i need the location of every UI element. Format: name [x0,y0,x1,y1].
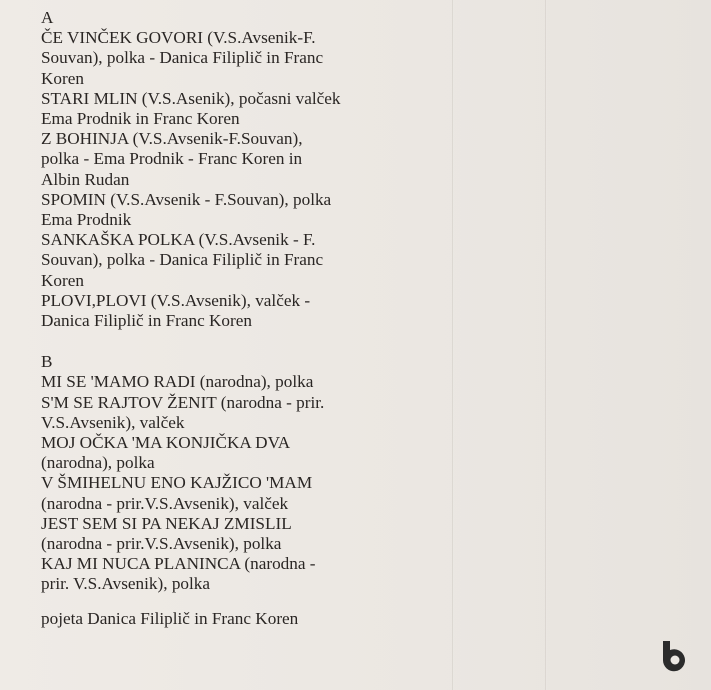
track-line: SANKAŠKA POLKA (V.S.Avsenik - F. [41,230,316,250]
track-line: V ŠMIHELNU ENO KAJŽICO 'MAM [41,473,313,493]
track-line: PLOVI,PLOVI (V.S.Avsenik), valček - [41,290,311,310]
performers-credit: pojeta Danica Filiplič in Franc Koren [41,608,299,628]
track-line: MOJ OČKA 'MA KONJIČKA DVA [41,433,291,453]
track-line: (narodna - prir.V.S.Avsenik), polka [41,534,282,554]
b-logo-icon [658,638,692,672]
track-line: KAJ MI NUCA PLANINCA (narodna - [41,554,316,574]
fold-line [452,0,454,690]
track-line: Souvan), polka - Danica Filiplič in Franc [41,48,324,68]
track-line: V.S.Avsenik), valček [41,412,185,432]
spacer [41,595,441,609]
track-line: polka - Ema Prodnik - Franc Koren in [41,149,303,169]
track-line: (narodna - prir.V.S.Avsenik), valček [41,493,289,513]
track-line: (narodna), polka [41,453,155,473]
side-b-label: B [41,352,53,372]
spacer [41,331,441,352]
track-line: SPOMIN (V.S.Avsenik - F.Souvan), polka [41,189,332,209]
side-a-label: A [41,8,54,27]
track-listing [41,8,441,629]
track-line: Danica Filiplič in Franc Koren [41,311,252,331]
track-line: ČE VINČEK GOVORI (V.S.Avsenik-F. [41,28,316,48]
track-line: JEST SEM SI PA NEKAJ ZMISLIL [41,513,292,533]
track-line: Ema Prodnik in Franc Koren [41,109,240,129]
track-line: prir. V.S.Avsenik), polka [41,574,211,594]
track-line: Koren [41,270,84,290]
track-line: Ema Prodnik [41,210,132,230]
track-line: Koren [41,68,84,88]
track-line: STARI MLIN (V.S.Asenik), počasni valček [41,88,341,108]
track-line: Souvan), polka - Danica Filiplič in Franc [41,250,324,270]
fold-line [545,0,547,690]
track-line: Albin Rudan [41,169,130,189]
track-line: MI SE 'MAMO RADI (narodna), polka [41,372,314,392]
track-line: S'M SE RAJTOV ŽENIT (narodna - prir. [41,392,325,412]
track-line: Z BOHINJA (V.S.Avsenik-F.Souvan), [41,129,303,149]
